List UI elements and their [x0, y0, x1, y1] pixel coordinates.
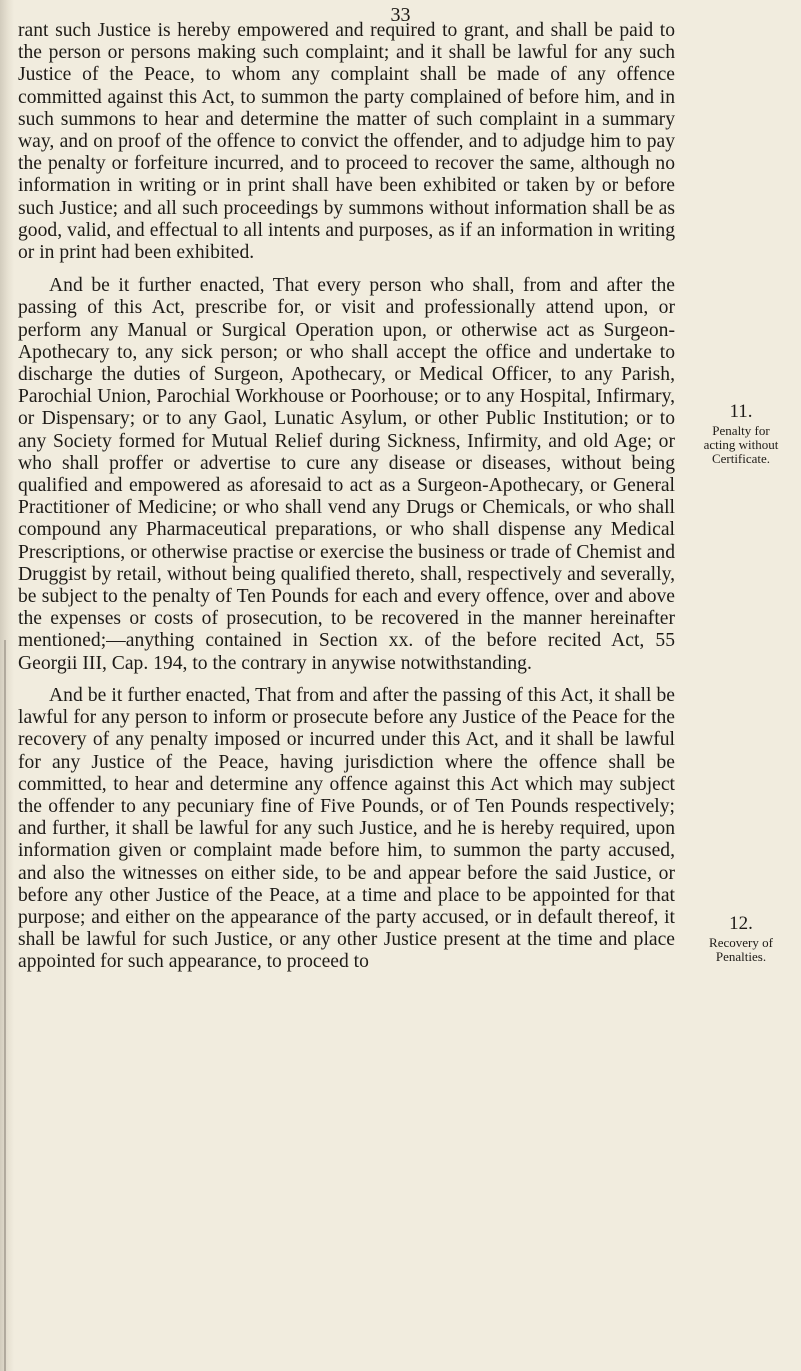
- margin-note-line: Penalties.: [715, 949, 767, 964]
- margin-note-section-12: [682, 914, 800, 964]
- margin-note-section-11: [682, 402, 800, 466]
- margin-note-line: acting without: [703, 437, 779, 452]
- page-number: 33: [390, 4, 411, 26]
- binding-edge-line: [4, 640, 6, 1371]
- page-gutter-shadow: [0, 0, 14, 1371]
- section-number: 12.: [729, 913, 753, 934]
- section-number: 11.: [729, 401, 753, 422]
- body-text-column: [18, 20, 675, 974]
- margin-note-line: Penalty for: [712, 423, 770, 438]
- paragraph-continuation: rant such Justice is hereby empowered and required to grant, and shall be paid to the person or persons making such complaint; and it shall be lawful for any such Justice of the Peace, to whom any complaint shall be made of any offence committed against this Act, to summon the party complained of before him, and in such summons to hear and determine the matter of such complaint in a summary way, and on proof of the offence to convict the offender, and to adjudge him to pay the penalty or forfeiture incurred, and to proceed to recover the same, although no information in writing or in print shall have been exhibited or taken by or before such Justice; and all such proceedings by summons without information shall be as good, valid, and effectual to all intents and purposes, as if an information in writing or in print had been exhibited.: [18, 20, 675, 264]
- paragraph-section-11: And be it further enacted, That every person who shall, from and after the passing of this Act, prescribe for, or visit and professionally attend upon, or perform any Manual or Surgical Operation upon, or otherwise act as Surgeon-Apothecary to, any sick person; or who shall accept the office and undertake to discharge the duties of Surgeon, Apothecary, or Medical Officer, to any Parish, Parochial Union, Parochial Workhouse or Poorhouse; or to any Hospital, Infirmary, or Dispensary; or to any Gaol, Lunatic Asylum, or other Public Institution; or to any Society formed for Mutual Relief during Sickness, Infirmity, and old Age; or who shall proffer or advertise to cure any disease or diseases, without being qualified and empowered as aforesaid to act as a Surgeon-Apothecary, or General Practitioner of Medicine; or who shall vend any Drugs or Chemicals, or who shall compound any Pharmaceutical preparations, or who shall dispense any Medical Prescriptions, or otherwise practise or exercise the business or trade of Chemist and Druggist by retail, without being qualified thereto, shall, respectively and severally, be subject to the penalty of Ten Pounds for each and every offence, over and above the expenses or costs of prosecution, to be recovered in the manner hereinafter mentioned;—anything contained in Section xx. of the before recited Act, 55 Georgii III, Cap. 194, to the contrary in anywise notwithstanding.: [18, 275, 675, 674]
- margin-note-line: Recovery of: [709, 935, 773, 950]
- paragraph-section-12: And be it further enacted, That from and after the passing of this Act, it shall be lawful for any person to inform or prosecute before any Justice of the Peace for the recovery of any penalty imposed or incurred under this Act, and it shall be lawful for any Justice of the Peace, having jurisdiction where the offence shall be committed, to hear and determine any offence against this Act which may subject the offender to any pecuniary fine of Five Pounds, or of Ten Pounds respectively; and further, it shall be lawful for any such Justice, and he is hereby required, upon information given or complaint made before him, to summon the party accused, and also the witnesses on either side, to be and appear before the said Justice, or before any other Justice of the Peace, at a time and place to be appointed for that purpose; and either on the appearance of the party accused, or in default thereof, it shall be lawful for such Justice, or any other Justice present at the time and place appointed for such appearance, to proceed to: [18, 684, 675, 973]
- margin-note-line: Certificate.: [711, 451, 771, 466]
